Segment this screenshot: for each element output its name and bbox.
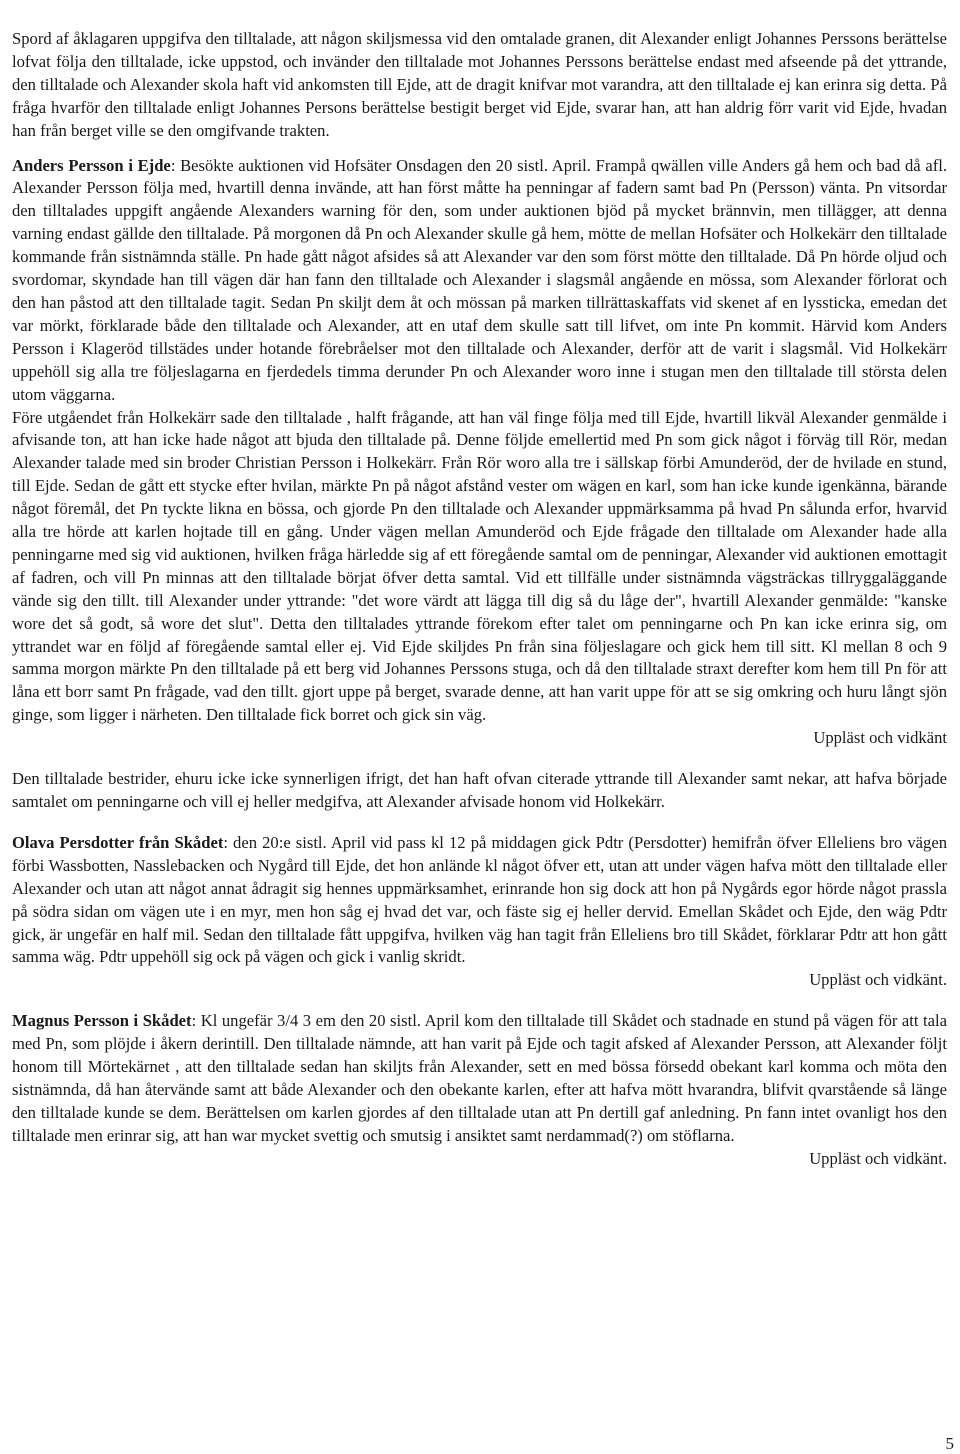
page-number: 5 — [945, 1434, 954, 1453]
speaker-name: Olava Persdotter från Skådet — [12, 832, 224, 852]
testimony-text: : den 20:e sistl. April vid pass kl 12 på middagen gick Pdtr (Persdotter) hemifrån öfver Elleliens bro vägen förbi Wassbotten, Nasslebacken och Nygård till Ejde, det hon anlände kl något öfver ett, utan att under vägen hafva mött den tilltalade eller Alexander och utan att något annat ådragit sig hennes uppmärksamhet, erinrande hon sig dock att hon på Nygårds egor hörde något prassla på södra sidan om vägen ute i en myr, men hon såg ej hvad det var, och fäste sig ej heller dervid. Emellan Skådet och Ejde, den wäg Pdtr gick, är ungefär en half mil. Sedan den tilltalade fått uppgifva, hvilken väg han tagit från Elleliens bro till Skådet, förklarar Pdtr att hon gått samma wäg. Pdtr uppehöll sig ock på vägen och gick i vanlig skridt. — [12, 832, 947, 967]
speaker-name: Anders Persson i Ejde — [12, 155, 171, 175]
document-body — [12, 28, 947, 1171]
paragraph-olava-persdotter-testimony — [12, 832, 947, 969]
speaker-name: Magnus Persson i Skådet — [12, 1011, 192, 1031]
paragraph-anders-persson-continued: Före utgåendet från Holkekärr sade den tilltalade , halft frågande, att han väl finge följa med till Ejde, hvartill likväl Alexander genmälde i afvisande ton, att han icke hade något att bjuda den tilltalade på. Denne följde emellertid med Pn som gick något i förväg till Rör, medan Alexander talade med sin broder Christian Persson i Holkekärr. Från Rör woro alla tre i sällskap förbi Amunderöd, der de hvilade en stund, till Ejde. Sedan de gått ett stycke efter hvilan, märkte Pn på något afstånd vester om wägen en karl, som han icke kunde igenkänna, bärande något föremål, det Pn tyckte likna en bössa, och gjorde Pn den tilltalade och Alexander uppmärksamma på hvad Pn sålunda erfor, hvarvid alla tre hörde att karlen hojtade till en gång. Under vägen mellan Amunderöd och Ejde frågade den tilltalade om Alexander hade alla penningarne med sig vid auktionen, hvilken fråga härledde sig af ett föregående samtal om de penningar, Alexander vid auktionen emottagit af fadren, och vill Pn minnas att den tilltalade börjat öfver detta samtal. Vid ett tillfälle under sistnämnda vägsträckas tillryggaläggande vände sig den tillt. till Alexander under yttrande: "det wore värdt att lägga till dig så du låge der", hvartill Alexander genmälde: "kanske wore det så godt, så wore det slut". Detta den tilltalades yttrande förekom efter talet om penningarne och Pn kan icke erinra sig, om yttrandet war en följd af föregående samtal eller ej. Vid Ejde skiljdes Pn från sina följeslagare och gick hem till sitt. Kl mellan 8 och 9 samma morgon märkte Pn den tilltalade på ett berg vid Johannes Perssons stuga, och då den tilltalade straxt derefter kom hem till Pn för att låna ett borr samt Pn frågade, vad den tillt. gjort uppe på berget, svarade denne, att han varit uppe för att se sig omkring och huru långt sjön ginge, som ligger i närheten. Den tilltalade fick borret och gick sin väg. — [12, 407, 947, 725]
paragraph-defendant-denial: Den tilltalade bestrider, ehuru icke icke synnerligen ifrigt, det han haft ofvan citerade yttrande till Alexander samt nekar, att hafva började samtalet om penningarne och vill ej heller medgifva, att Alexander afvisade honom vid Holkekärr. — [12, 769, 947, 811]
testimony-text: : Kl ungefär 3/4 3 em den 20 sistl. April kom den tilltalade till Skådet och stadnade en stund på vägen för att tala med Pn, som plöjde i åkern derintill. Den tilltalade nämnde, att han varit på Ejde och tagit afsked af Alexander Persson, att Alexander följt honom till Mörtekärnet , att den tilltalade sedan han skiljts från Alexander, sett en med bössa försedd obekant karl komma och möta den sistnämnda, då han återvände samt att både Alexander och den obekante karlen, efter att hafva mött hvarandra, blifvit qvarstående så länge den tilltalade kunde se dem. Berättelsen om karlen gjordes af den tilltalade utan att Pn dertill gaf anledning. Pn fann intet ovanligt hos den tilltalade men erinrar sig, att han war mycket svettig och smutsig i ansiktet samt nerdammad(?) om stöflarna. — [12, 1011, 947, 1145]
read-and-acknowledged-note: Uppläst och vidkänt. — [809, 970, 947, 990]
testimony-text: : Besökte auktionen vid Hofsäter Onsdagen den 20 sistl. April. Frampå qwällen ville Anders gå hem och bad då afl. Alexander Persson följa med, hvartill denna invände, att han först måtte ha penningar af fadern samt bad Pn (Persson) vänta. Pn vitsordar den tilltalades uppgift angående Alexanders warning för den, som under auktionen bjöd på mycket brännvin, men tillägger, att denna varning endast gällde den tilltalade. På morgonen då Pn och Alexander skulle gå hem, mötte de mellan Hofsäter och Holkekärr den tilltalade kommande från sistnämnda ställe. Pn hade gått något afsides så att Alexander var den som först mötte den tilltalade. Då Pn hörde oljud och svordomar, skyndade han till vägen där han fann den tilltalade och Alexander i slagsmål angående en mössa, som Alexander förlorat och den han påstod att den tilltalade tagit. Sedan Pn skiljt dem åt och mössan på marken tillrättaskaffats vid skenet af en lyssticka, emedan det var mörkt, förklarade både den tilltalade och Alexander, att en utaf dem skulle satt till lifvet, om inte Pn kommit. Härvid kom Anders Persson i Klageröd tillstädes under hotande förebråelser mot den tilltalade och Alexander, derför att de varit i slagsmål. Vid Holkekärr uppehöll sig alla tre följeslagarna en fjerdedels timma derunder Pn och Alexander woro inne i stugan men den tilltalade till största delen utom väggarna. — [12, 155, 947, 404]
paragraph-counter-statement: Spord af åklagaren uppgifva den tilltalade, att någon skiljsmessa vid den omtalade granen, dit Alexander enligt Johannes Perssons berättelse lofvat följa den tilltalade, icke uppstod, och invänder den tilltalade mot Johannes Perssons berättelse endast med afseende på det yttrande, den tilltalade och Alexander skola haft vid ankomsten till Ejde, att de dragit knifvar mot varandra, att den tilltalade ej kan erinra sig detta. På fråga hvarför den tilltalade enligt Johannes Persons berättelse bestigit berget vid Ejde, svarar han, att han aldrig förr varit vid Ejde, hvadan han från berget ville se den omgifvande trakten. — [12, 29, 947, 140]
read-and-acknowledged-note: Uppläst och vidkänt — [813, 728, 947, 748]
paragraph-anders-persson-testimony — [12, 155, 947, 407]
read-and-acknowledged-note: Uppläst och vidkänt. — [809, 1148, 947, 1168]
paragraph-magnus-persson-testimony — [12, 1010, 947, 1147]
